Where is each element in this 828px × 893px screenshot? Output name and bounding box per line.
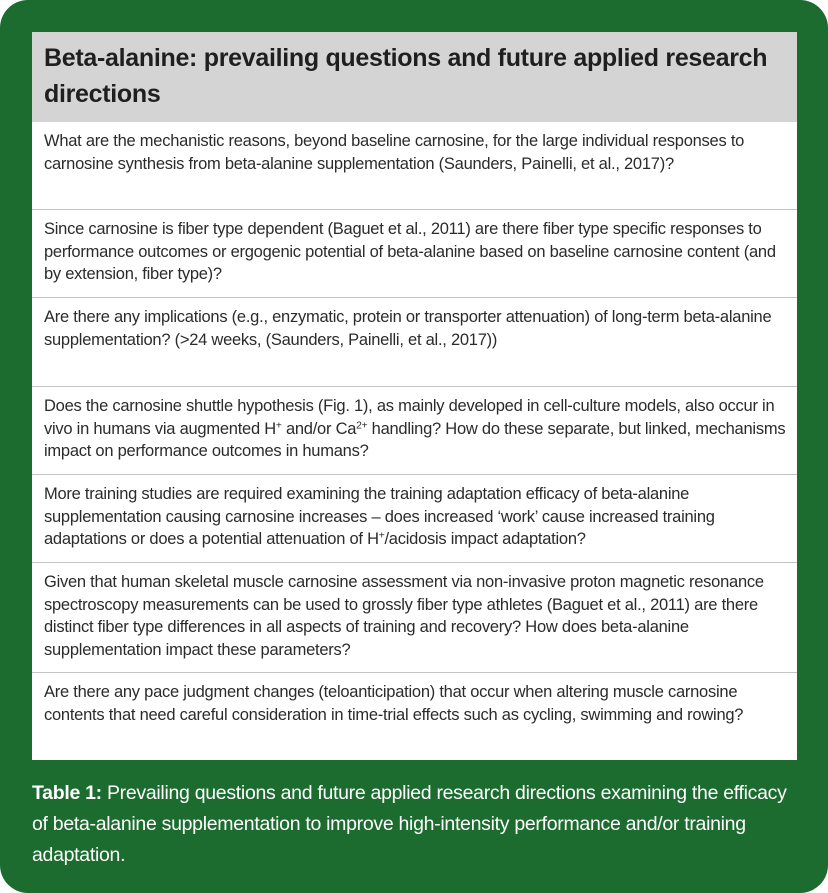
- row-text: Since carnosine is fiber type dependent (Baguet et al., 2011) are there fiber type specific responses to performance outcomes or ergogenic potential of beta-alanine based on baseline carnosine content (and by extension, fiber type)?: [44, 220, 776, 283]
- table-row: [32, 475, 797, 563]
- superscript-plus: +: [275, 419, 282, 431]
- row-text-part: handling? How do these separate, but linked, mechanisms impact on performance outcomes in humans?: [44, 419, 786, 460]
- table-row: [32, 563, 797, 673]
- table-row: [32, 387, 797, 475]
- table-row: [32, 210, 797, 298]
- table-row: [32, 298, 797, 387]
- table-panel: [32, 32, 797, 760]
- row-text-part: /acidosis impact adaptation?: [384, 530, 586, 548]
- row-text: Are there any pace judgment changes (teloanticipation) that occur when altering muscle carnosine contents that need careful consideration in time-trial effects such as cycling, swimming and rowing?: [44, 683, 744, 724]
- caption-text: Prevailing questions and future applied research directions examining the efficacy of beta-alanine supplementation to improve high-intensity performance and/or training adaptation.: [32, 782, 787, 866]
- superscript-plus: +: [378, 530, 385, 542]
- row-text: What are the mechanistic reasons, beyond baseline carnosine, for the large individual responses to carnosine synthesis from beta-alanine supplementation (Saunders, Painelli, et al., 2017)?: [44, 132, 745, 173]
- row-text-part: More training studies are required examining the training adaptation efficacy of beta-alanine supplementation causing carnosine increases – does increased ‘work’ cause increased training adaptations or does a potential attenuation of H: [44, 485, 715, 548]
- table-header: [32, 32, 797, 122]
- row-text: Are there any implications (e.g., enzymatic, protein or transporter attenuation) of long-term beta-alanine supplementation? (>24 weeks, (Saunders, Painelli, et al., 2017)): [44, 308, 772, 349]
- table-title: Beta-alanine: prevailing questions and future applied research directions: [44, 44, 768, 108]
- row-text: Given that human skeletal muscle carnosine assessment via non-invasive proton magnetic resonance spectroscopy measurements can be used to grossly fiber type athletes (Baguet et al., 2011) are there distinct fiber type differences in all aspects of training and recovery? How does beta-alanine supplementation impact these parameters?: [44, 573, 764, 659]
- table-caption: [32, 778, 802, 871]
- caption-label: Table 1:: [32, 782, 102, 804]
- row-text-part: Does the carnosine shuttle hypothesis (Fig. 1), as mainly developed in cell-culture models, also occur in vivo in humans via augmented H: [44, 397, 775, 438]
- table-row: [32, 673, 797, 760]
- row-text-part: and/or Ca: [281, 419, 357, 438]
- table-row: [32, 122, 797, 210]
- superscript-two-plus: 2+: [356, 419, 368, 431]
